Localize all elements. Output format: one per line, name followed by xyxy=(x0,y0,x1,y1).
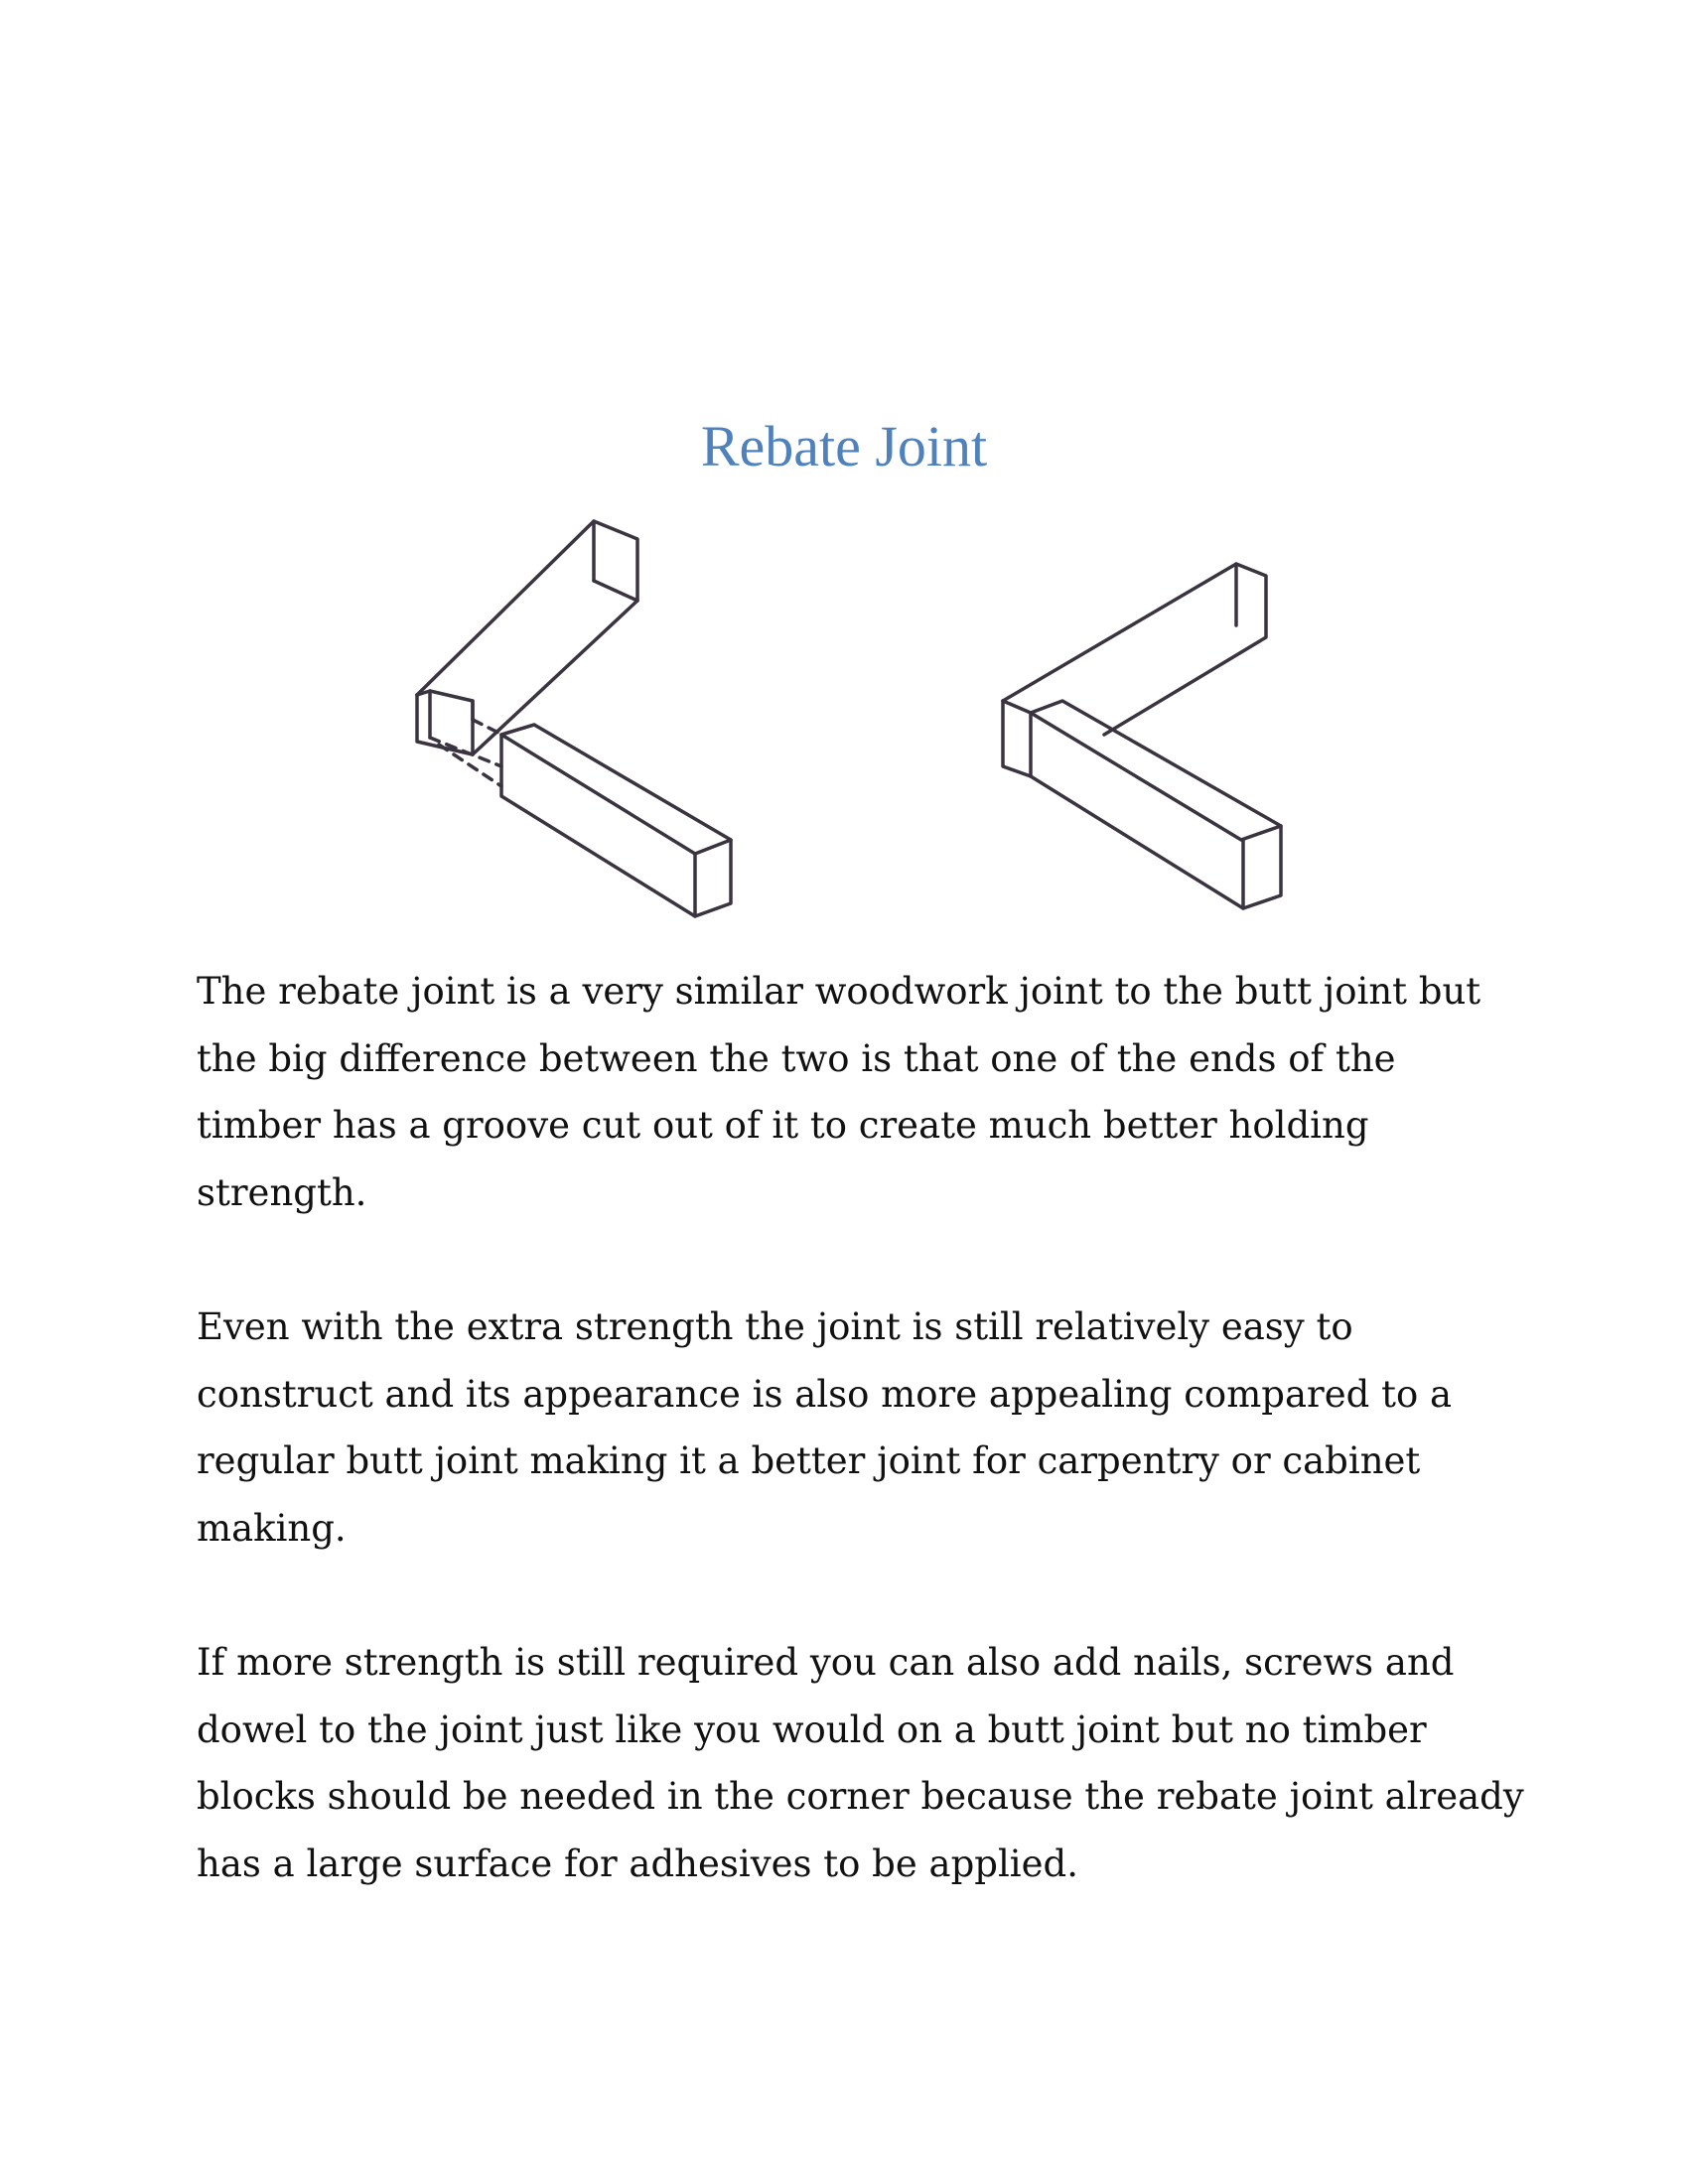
paragraph: The rebate joint is a very similar woodwork joint to the butt joint but the big difference between the two is that one of the ends of the timber has a groove cut out of it to create much better holding strength. xyxy=(197,970,1481,1214)
body-text xyxy=(197,958,1527,1965)
rebate-joint-illustration xyxy=(377,506,1331,923)
exploded-joint-sketch xyxy=(417,521,731,916)
paragraph: Even with the extra strength the joint is still relatively easy to construct and its appearance is also more appealing compared to a regular butt joint making it a better joint for carpentry or cabinet making. xyxy=(197,1305,1453,1550)
joint-sketches xyxy=(377,506,1331,923)
paragraph: If more strength is still required you can also add nails, screws and dowel to the joint just like you would on a butt joint but no timber blocks should be needed in the corner because the rebate joint already has a large surface for adhesives to be applied. xyxy=(197,1641,1524,1885)
assembled-joint-sketch xyxy=(1003,564,1281,908)
page-title: Rebate Joint xyxy=(700,414,988,478)
